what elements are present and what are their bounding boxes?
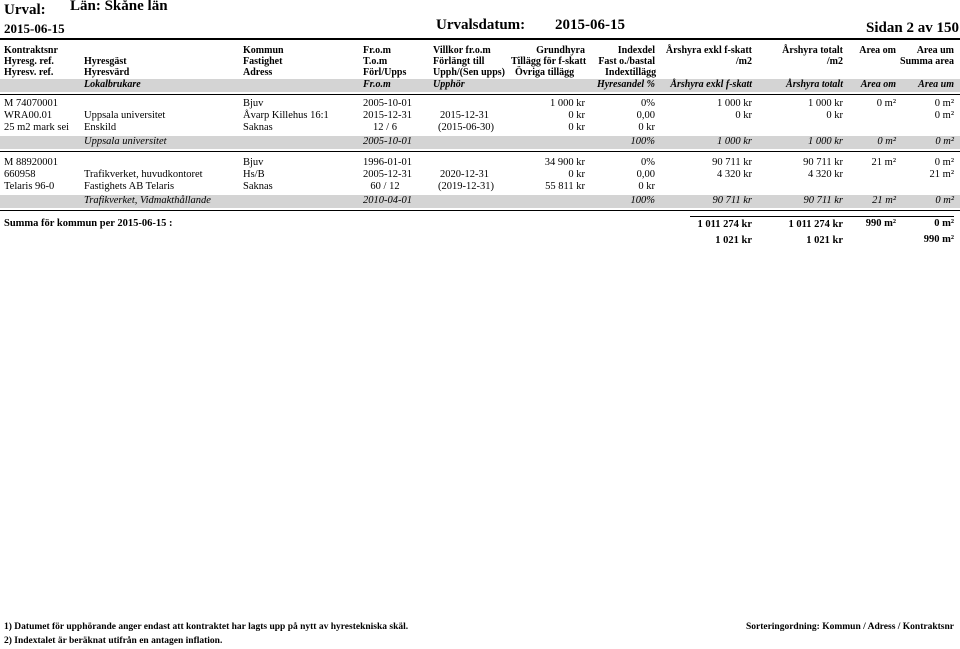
cell-kontraktsnr: M 74070001 — [4, 98, 58, 109]
cell-fastighet: Hs/B — [243, 169, 265, 180]
cell-arshyra-exkl: 1 000 kr — [717, 98, 752, 109]
col-villkor: Villkor fr.o.m — [433, 45, 491, 56]
cell-tom: 2015-12-31 — [363, 110, 412, 121]
cell-hyresg-ref: WRA00.01 — [4, 110, 53, 121]
cell-m2-a: 4 320 kr — [717, 169, 752, 180]
summary-area-um: 0 m² — [934, 218, 954, 229]
cell-indextillagg: 0 kr — [638, 181, 655, 192]
summary-per-m2-exkl: 1 021 kr — [715, 235, 752, 246]
col-forl-upps: Förl/Upps — [363, 67, 407, 78]
cell-arshyra-totalt: 90 711 kr — [803, 157, 843, 168]
cell-forlangt: 2015-12-31 — [440, 110, 489, 121]
cell-hyresg-ref: 660958 — [4, 169, 36, 180]
cell-arshyra-totalt: 1 000 kr — [808, 98, 843, 109]
cell-hyresgast: Uppsala universitet — [84, 110, 166, 121]
cell-grundhyra: 34 900 kr — [544, 157, 585, 168]
columns-rule — [0, 94, 960, 95]
cell-fastighet: Åvarp Killehus 16:1 — [243, 110, 329, 121]
col-lb-arshyra-exkl: Årshyra exkl f-skatt — [670, 79, 752, 90]
col-area-um: Area um — [916, 45, 954, 56]
sorting-order: Sorteringordning: Kommun / Adress / Kontraktsnr — [745, 622, 954, 632]
cell-area-om: 21 m² — [871, 157, 896, 168]
col-indextillagg: Indextillägg — [605, 67, 657, 78]
col-kommun: Kommun — [243, 45, 284, 56]
summary-per-m2-totalt: 1 021 kr — [806, 235, 843, 246]
cell-tillagg: 0 kr — [568, 169, 585, 180]
cell-tillagg: 0 kr — [568, 110, 585, 121]
summary-rule — [690, 216, 954, 217]
cell-bastal: 0,00 — [636, 169, 655, 180]
cell-lb-arshyra-totalt: 1 000 kr — [808, 136, 843, 147]
col-arshyra-exkl: Årshyra exkl f-skatt — [665, 45, 752, 56]
cell-indextillagg: 0 kr — [638, 122, 655, 133]
summary-arshyra-totalt: 1 011 274 kr — [788, 219, 843, 230]
col-lb-from: Fr.o.m — [363, 79, 391, 90]
cell-forl-upps: 12 / 6 — [373, 122, 397, 133]
cell-hyresv-ref: 25 m2 mark sei — [4, 122, 70, 133]
cell-hyresvard: Fastighets AB Telaris — [84, 181, 175, 192]
cell-arshyra-exkl: 90 711 kr — [712, 157, 752, 168]
summary-label: Summa för kommun per 2015-06-15 : — [4, 218, 173, 229]
col-m2-b: /m2 — [826, 56, 843, 67]
col-ovriga-tillagg: Övriga tillägg — [515, 67, 575, 78]
urvalsdatum-value: 2015-06-15 — [555, 17, 625, 33]
cell-grundhyra: 1 000 kr — [550, 98, 585, 109]
col-tillagg-fskatt: Tillägg för f-skatt — [511, 56, 587, 67]
summary-area-om: 990 m² — [865, 218, 896, 229]
cell-lb-from: 2005-10-01 — [363, 136, 412, 147]
page-number: Sidan 2 av 150 — [866, 20, 959, 36]
col-hyresg-ref: Hyresg. ref. — [4, 56, 54, 67]
cell-ovriga: 0 kr — [568, 122, 585, 133]
cell-upph: (2015-06-30) — [438, 122, 494, 133]
cell-lokalbrukare: Trafikverket, Vidmakthållande — [84, 195, 211, 206]
cell-indexdel: 0% — [641, 157, 655, 168]
cell-kommun: Bjuv — [243, 98, 264, 109]
report-date: 2015-06-15 — [4, 21, 65, 36]
cell-lb-arshyra-totalt: 90 711 kr — [803, 195, 843, 206]
contract-rule — [0, 151, 960, 152]
cell-lb-area-um: 0 m² — [935, 136, 954, 147]
cell-m2-b: 0 kr — [826, 110, 843, 121]
footnote-1: 1) Datumet för upphörande anger endast att kontraktet har lagts upp på nytt av hyrestekniska skäl. — [4, 622, 409, 632]
cell-forlangt: 2020-12-31 — [440, 169, 489, 180]
cell-ovriga: 55 811 kr — [545, 181, 585, 192]
col-lb-arshyra-totalt: Årshyra totalt — [786, 79, 843, 90]
col-upph: Upph/(Sen upps) — [433, 67, 505, 78]
cell-summa-area: 0 m² — [934, 110, 954, 121]
cell-area-um: 0 m² — [934, 157, 954, 168]
cell-hyresv-ref: Telaris 96-0 — [4, 181, 55, 192]
cell-lb-area-om: 21 m² — [872, 195, 896, 206]
col-area-om: Area om — [859, 45, 896, 56]
col-adress: Adress — [243, 67, 273, 78]
cell-kommun: Bjuv — [243, 157, 264, 168]
urval-label: Urval: — [4, 2, 46, 18]
cell-lb-area-um: 0 m² — [935, 195, 954, 206]
col-hyresvard: Hyresvärd — [84, 67, 130, 78]
col-forlangt: Förlängt till — [433, 56, 485, 67]
header-rule — [0, 38, 960, 40]
cell-kontraktsnr: M 88920001 — [4, 157, 58, 168]
summary-arshyra-exkl: 1 011 274 kr — [697, 219, 752, 230]
col-lb-upphor: Upphör — [433, 79, 465, 90]
cell-adress: Saknas — [243, 181, 273, 192]
cell-tom: 2005-12-31 — [363, 169, 412, 180]
col-lb-hyresandel: Hyresandel % — [596, 79, 655, 90]
cell-lb-hyresandel: 100% — [630, 195, 655, 206]
cell-m2-b: 4 320 kr — [808, 169, 843, 180]
cell-lokalbrukare: Uppsala universitet — [84, 136, 167, 147]
col-kontraktsnr: Kontraktsnr — [4, 45, 58, 56]
col-arshyra-totalt: Årshyra totalt — [782, 45, 843, 56]
cell-upph: (2019-12-31) — [438, 181, 494, 192]
urval-value: Län: Skåne län — [70, 0, 168, 14]
cell-summa-area: 21 m² — [929, 169, 954, 180]
col-tom: T.o.m — [363, 56, 388, 67]
cell-m2-a: 0 kr — [735, 110, 752, 121]
summary-total-area: 990 m² — [923, 234, 954, 245]
col-summa-area: Summa area — [900, 56, 954, 67]
cell-lb-arshyra-exkl: 90 711 kr — [712, 195, 752, 206]
cell-from: 2005-10-01 — [363, 98, 412, 109]
cell-hyresvard: Enskild — [84, 122, 117, 133]
col-lb-area-om: Area om — [860, 79, 896, 90]
cell-indexdel: 0% — [641, 98, 655, 109]
urvalsdatum-label: Urvalsdatum: — [436, 17, 526, 33]
cell-area-um: 0 m² — [934, 98, 954, 109]
col-lokalbrukare: Lokalbrukare — [84, 79, 141, 90]
cell-hyresgast: Trafikverket, huvudkontoret — [84, 169, 203, 180]
col-lb-area-um: Area um — [918, 79, 954, 90]
col-hyresgast: Hyresgäst — [84, 56, 127, 67]
cell-from: 1996-01-01 — [363, 157, 412, 168]
col-m2-a: /m2 — [735, 56, 752, 67]
cell-lb-arshyra-exkl: 1 000 kr — [717, 136, 752, 147]
cell-adress: Saknas — [243, 122, 273, 133]
contract-rule — [0, 210, 960, 211]
cell-lb-from: 2010-04-01 — [363, 195, 412, 206]
col-hyresv-ref: Hyresv. ref. — [4, 67, 54, 78]
col-grundhyra: Grundhyra — [536, 45, 585, 56]
col-bastal: Fast o./bastal — [598, 56, 655, 67]
col-from: Fr.o.m — [363, 45, 391, 56]
col-fastighet: Fastighet — [243, 56, 283, 67]
cell-lb-area-om: 0 m² — [877, 136, 896, 147]
cell-bastal: 0,00 — [636, 110, 655, 121]
cell-forl-upps: 60 / 12 — [370, 181, 400, 192]
col-indexdel: Indexdel — [617, 45, 655, 56]
footnote-2: 2) Indextalet är beräknat utifrån en antagen inflation. — [4, 636, 223, 646]
cell-lb-hyresandel: 100% — [630, 136, 655, 147]
cell-area-om: 0 m² — [876, 98, 896, 109]
